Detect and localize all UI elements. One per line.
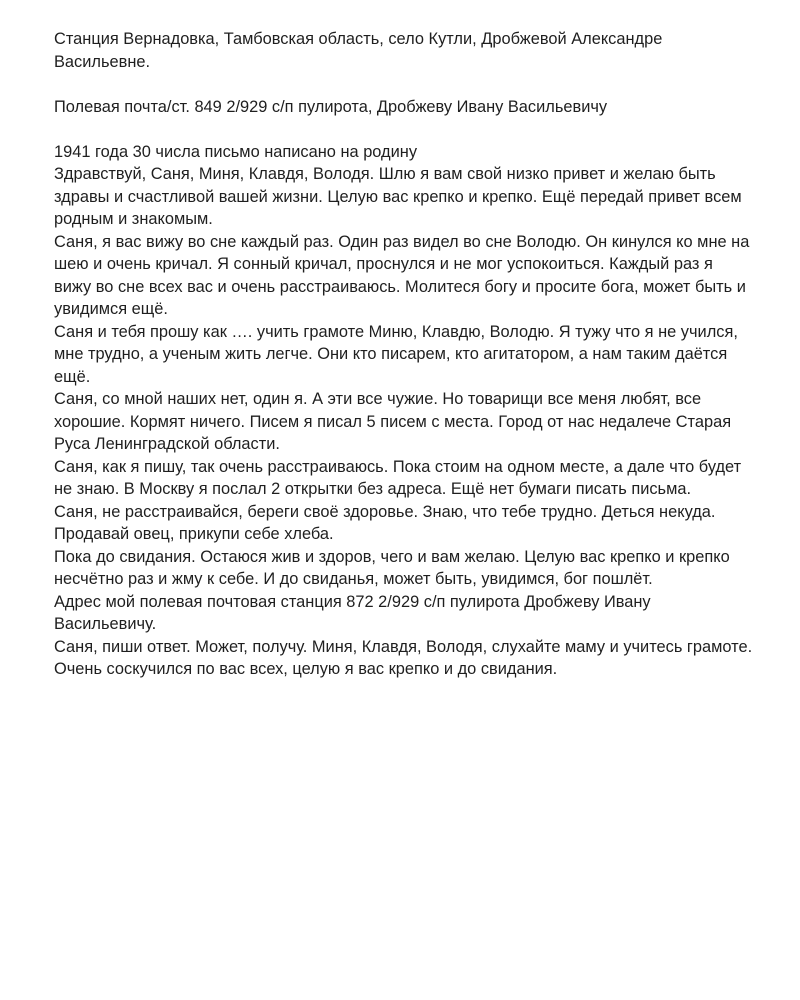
letter-paragraph: Здравствуй, Саня, Миня, Клавдя, Володя. Шлю я вам свой низко привет и желаю быть здравы и счастливой вашей жизни. Целую вас крепко и крепко. Ещё передай привет всем родным и знакомым.: [54, 165, 742, 228]
letter-paragraph: Саня, со мной наших нет, один я. А эти все чужие. Но товарищи все меня любят, все хорошие. Кормят ничего. Писем я писал 5 писем с места. Город от нас недалече Старая Руса Ленинградской области.: [54, 390, 732, 453]
sender-address: Полевая почта/ст. 849 2/929 с/п пулирота, Дробжеву Ивану Васильевичу: [54, 97, 608, 116]
date-line: 1941 года 30 числа письмо написано на родину: [54, 142, 418, 161]
letter-paragraph: Саня, я вас вижу во сне каждый раз. Один раз видел во сне Володю. Он кинулся ко мне на шею и очень кричал. Я сонный кричал, проснулся и не мог успокоиться. Каждый раз я вижу во сне всех вас и очень расстраиваюсь. Молитеся богу и просите бога, может быть и увидимся ещё.: [54, 232, 750, 318]
letter-paragraph: Саня, не расстраивайся, береги своё здоровье. Знаю, что тебе трудно. Деться некуда. Продавай овец, прикупи себе хлеба.: [54, 502, 716, 543]
letter-paragraph: Адрес мой полевая почтовая станция 872 2/929 с/п пулирота Дробжеву Ивану Васильевичу.: [54, 592, 651, 633]
letter-paragraph: Очень соскучился по вас всех, целую я вас крепко и до свидания.: [54, 660, 558, 678]
letter-paragraph: Пока до свидания. Остаюся жив и здоров, чего и вам желаю. Целую вас крепко и крепко несчётно раз и жму к себе. И до свиданья, может быть, увидимся, бог пошлёт.: [54, 547, 730, 588]
blank-line: [54, 118, 754, 141]
letter-paragraph: Саня и тебя прошу как …. учить грамоте Миню, Клавдю, Володю. Я тужу что я не учился, мне трудно, а ученым жить легче. Они кто писарем, кто агитатором, а нам таким даётся ещё.: [54, 322, 738, 386]
recipient-address: Станция Вернадовка, Тамбовская область, село Кутли, Дробжевой Александре Васильевне.: [54, 30, 663, 71]
letter-paragraph: Саня, как я пишу, так очень расстраиваюсь. Пока стоим на одном месте, а дале что будет не знаю. В Москву я послал 2 открытки без адреса. Ещё нет бумаги писать письма.: [54, 457, 742, 498]
letter-document: [54, 28, 754, 681]
blank-line: [54, 73, 754, 96]
letter-paragraph: Саня, пиши ответ. Может, получу. Миня, Клавдя, Володя, слухайте маму и учитесь грамоте.: [54, 637, 753, 656]
